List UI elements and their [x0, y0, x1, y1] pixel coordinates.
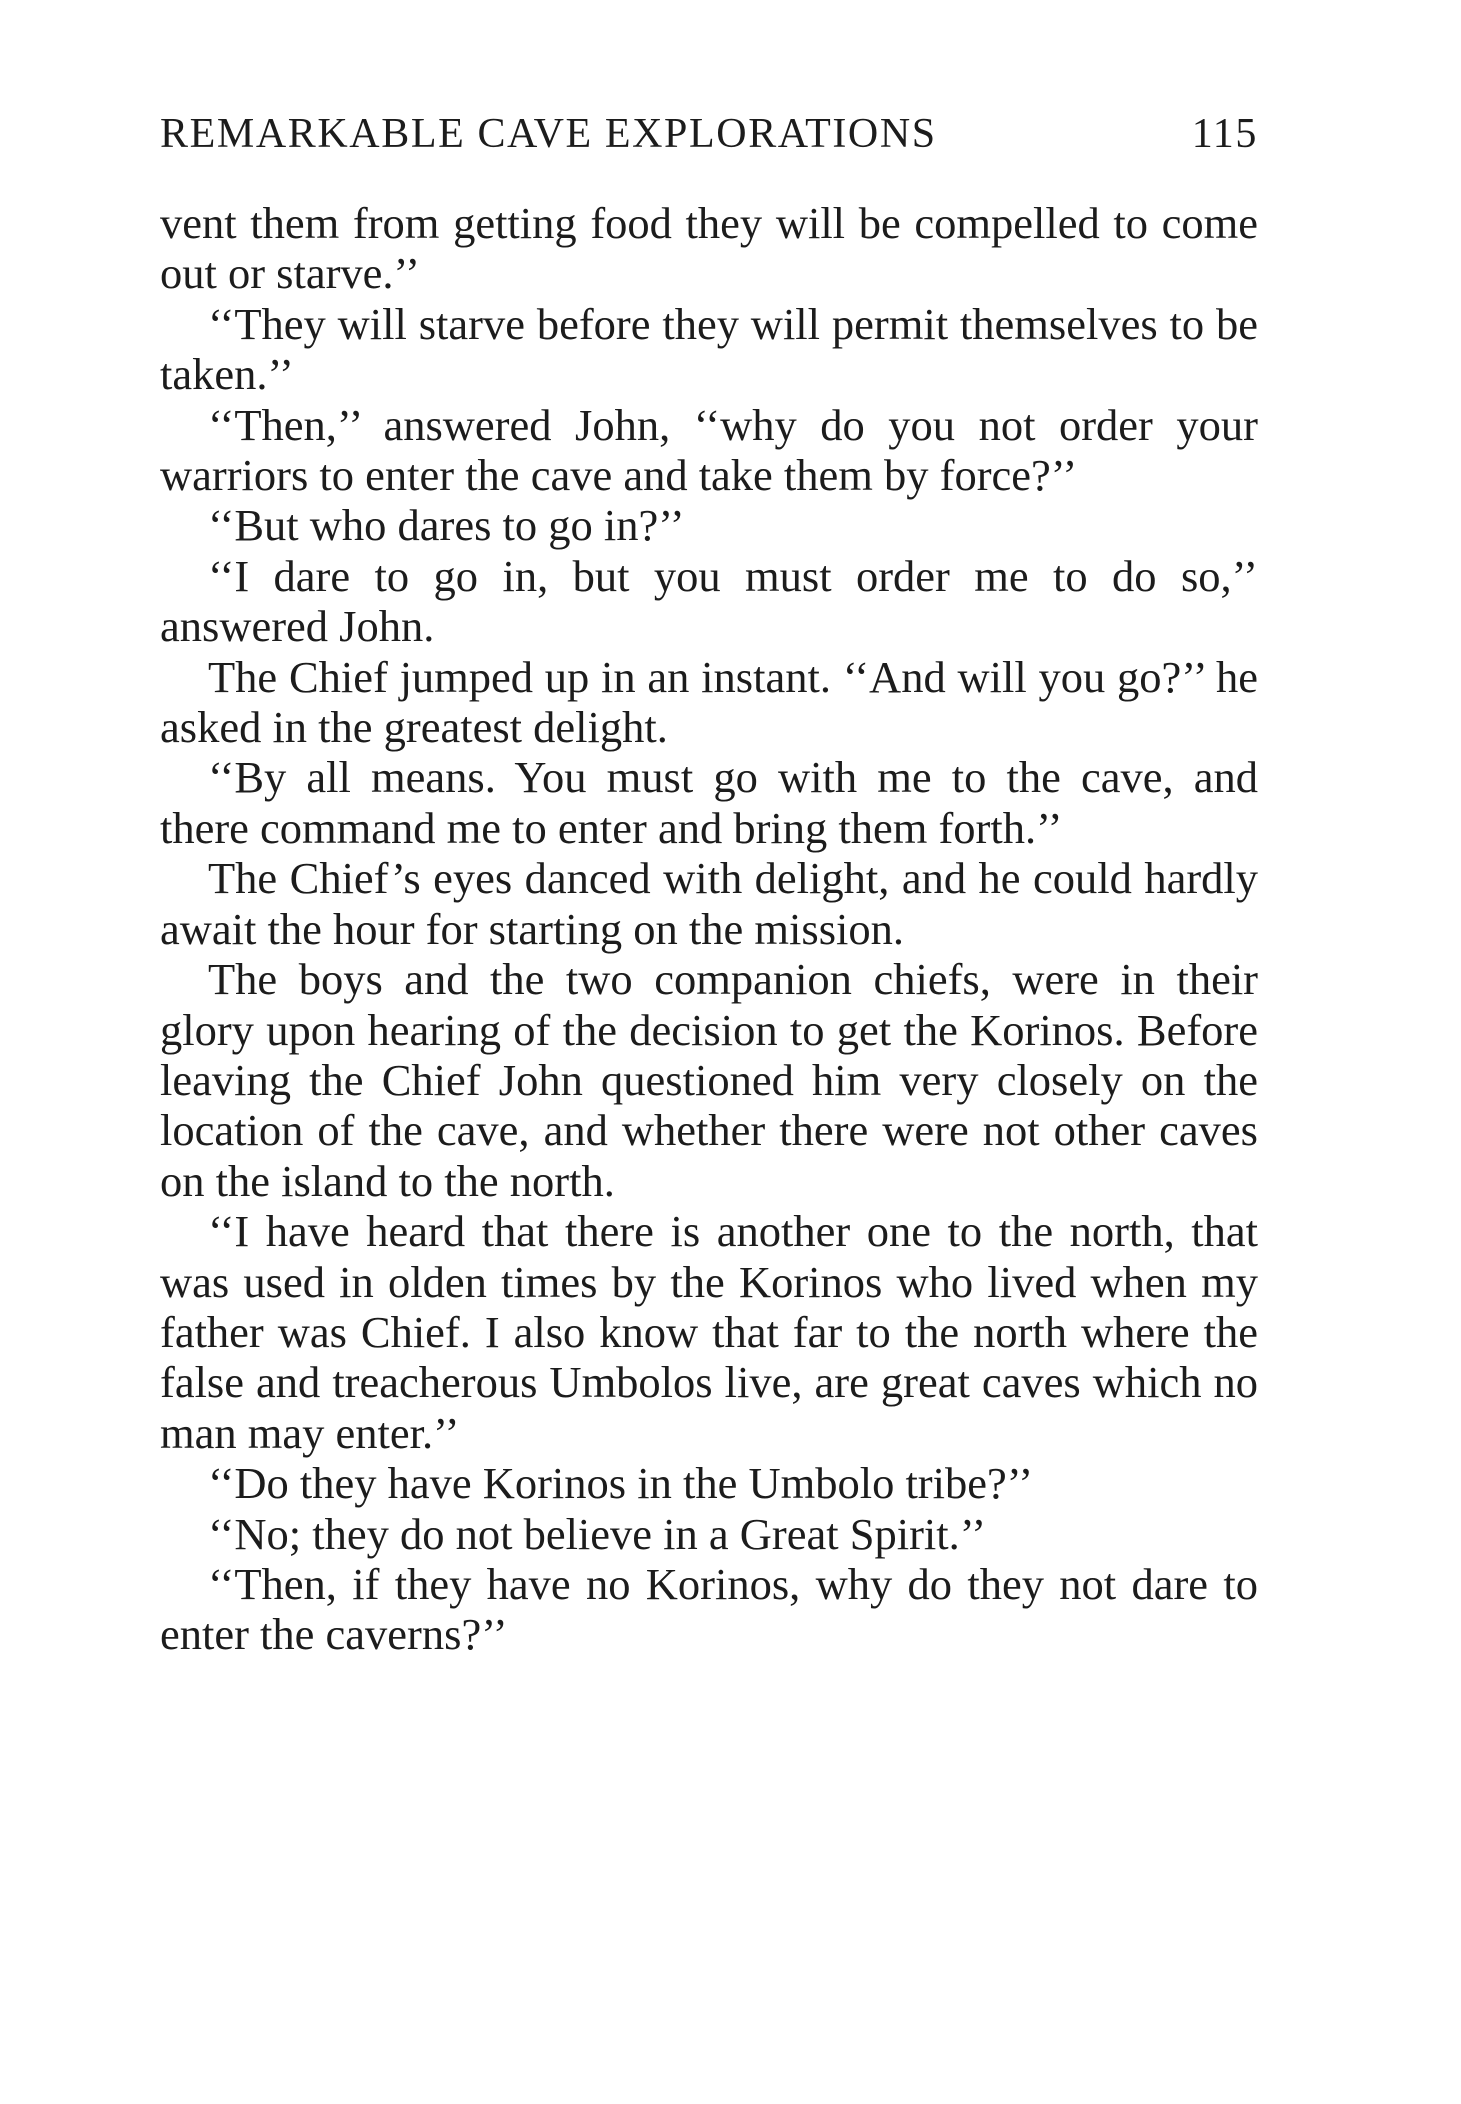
- paragraph-continued: vent them from getting food they will be compelled to come out or starve.’’: [160, 198, 1258, 299]
- running-title: REMARKABLE CAVE EXPLORATIONS: [160, 111, 937, 157]
- body-text: [160, 198, 1258, 1660]
- paragraph: ‘‘I dare to go in, but you must order me to do so,’’ answered John.: [160, 550, 1258, 652]
- paragraph: ‘‘I have heard that there is another one to the north, that was used in olden times by the Korinos who lived when my father was Chief. I also know that far to the north where the false and treacherous Umbolos live, are great caves which no man may enter.’’: [160, 1206, 1258, 1458]
- paragraph: ‘‘Do they have Korinos in the Umbolo tribe?’’: [208, 1458, 1034, 1509]
- page-number: 115: [1191, 111, 1258, 157]
- paragraph: ‘‘They will starve before they will permit themselves to be taken.’’: [160, 298, 1258, 400]
- paragraph: ‘‘Then,’’ answered John, ‘‘why do you not order your warriors to enter the cave and take them by force?’’: [160, 399, 1258, 501]
- paragraph: ‘‘By all means. You must go with me to the cave, and there command me to enter and bring them forth.’’: [160, 752, 1258, 853]
- paragraph: ‘‘No; they do not believe in a Great Spirit.’’: [208, 1508, 987, 1559]
- paragraph: The Chief’s eyes danced with delight, and he could hardly await the hour for starting on the mission.: [160, 853, 1258, 954]
- paragraph: ‘‘Then, if they have no Korinos, why do they not dare to enter the caverns?’’: [160, 1558, 1258, 1660]
- paragraph: ‘‘But who dares to go in?’’: [208, 500, 685, 551]
- running-head: [160, 104, 1258, 164]
- paragraph: The Chief jumped up in an instant. ‘‘And will you go?’’ he asked in the greatest delight.: [160, 651, 1258, 753]
- paragraph: The boys and the two companion chiefs, were in their glory upon hearing of the decision to get the Korinos. Before leaving the Chief John questioned him very closely on the location of the cave, and whether there were not other caves on the island to the north.: [160, 954, 1258, 1206]
